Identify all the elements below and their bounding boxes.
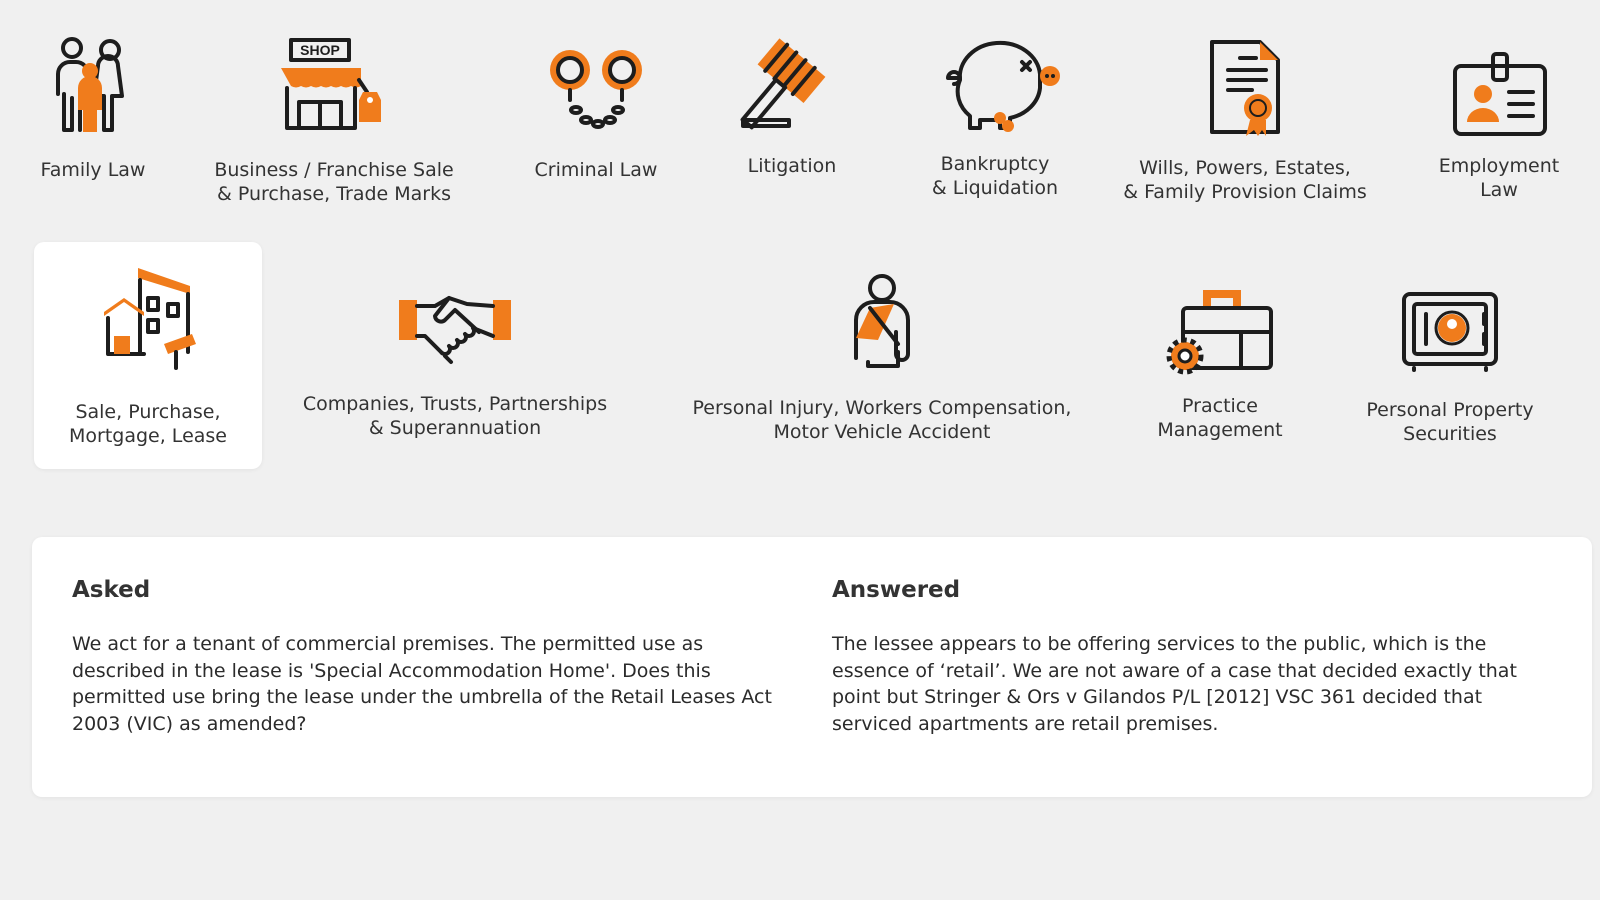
category-label: Personal Injury, Workers Compensation, Motor Vehicle Accident	[692, 397, 1072, 443]
category-criminal-law[interactable]	[506, 36, 686, 182]
briefcase-gear-icon	[1165, 288, 1275, 376]
category-label: Wills, Powers, Estates, & Family Provision Claims	[1123, 157, 1367, 203]
category-label: Criminal Law	[534, 159, 658, 181]
category-label: Personal Property Securities	[1366, 399, 1534, 445]
handcuffs-icon	[546, 36, 646, 136]
category-litigation[interactable]	[722, 36, 862, 178]
injured-person-icon	[842, 272, 922, 372]
category-bankruptcy[interactable]	[900, 36, 1090, 200]
category-label: Bankruptcy & Liquidation	[931, 153, 1059, 199]
house-for-sale-icon	[98, 264, 198, 372]
safe-icon	[1400, 290, 1500, 372]
category-personal-injury[interactable]	[676, 272, 1088, 444]
shop-icon	[279, 36, 389, 136]
id-badge-icon	[1449, 36, 1549, 140]
asked-column	[72, 577, 782, 737]
asked-text: We act for a tenant of commercial premises. The permitted use as described in the lease is 'Special Accommodation Home'. Does this permitted use bring the lease under the umbrella of the Retail Leases Act 2003 (VIC) as amended?	[72, 633, 772, 735]
piggy-bank-icon	[930, 36, 1060, 136]
category-label: Practice Management	[1157, 395, 1283, 441]
category-practice-management[interactable]	[1140, 288, 1300, 442]
asked-heading: Asked	[72, 577, 151, 603]
answered-heading: Answered	[832, 577, 961, 603]
qa-panel	[32, 537, 1592, 797]
category-label: Business / Franchise Sale & Purchase, Trade Marks	[214, 159, 454, 205]
answered-text: The lessee appears to be offering services to the public, which is the essence of ‘retail’. We are not aware of a case that decided exactly that point but Stringer & Ors v Gilandos P/L [2012] VSC 361 decided that serviced apartments are retail premises.	[832, 633, 1517, 735]
category-personal-property-securities[interactable]	[1340, 290, 1560, 446]
family-icon	[48, 36, 138, 136]
category-employment-law[interactable]	[1414, 36, 1584, 202]
gavel-icon	[737, 36, 847, 132]
will-document-icon	[1200, 36, 1290, 140]
category-business-franchise[interactable]	[198, 36, 470, 206]
category-family-law[interactable]	[20, 36, 166, 182]
category-sale-purchase-mortgage-lease[interactable]	[34, 242, 262, 469]
category-label: Sale, Purchase, Mortgage, Lease	[69, 401, 227, 447]
category-wills-estates[interactable]	[1110, 36, 1380, 204]
answered-column	[832, 577, 1542, 737]
shop-sign-text: SHOP	[300, 42, 340, 58]
category-label: Companies, Trusts, Partnerships & Superannuation	[302, 393, 608, 439]
category-label: Employment Law	[1438, 155, 1560, 201]
category-label: Family Law	[40, 159, 146, 181]
category-label: Litigation	[747, 155, 837, 177]
category-companies-trusts[interactable]	[284, 290, 626, 440]
handshake-icon	[395, 290, 515, 370]
